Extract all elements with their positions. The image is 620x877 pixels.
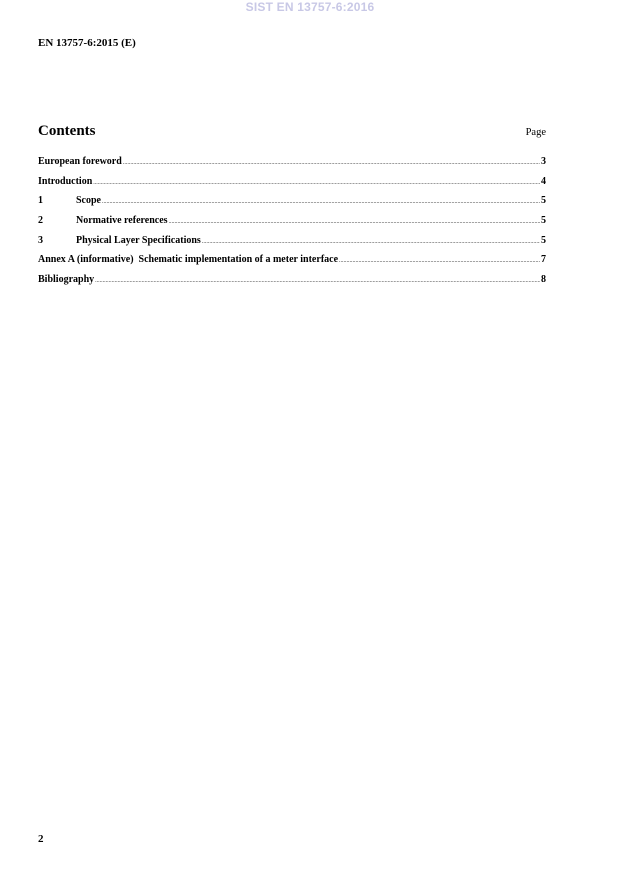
toc-entry-page: 5 — [541, 234, 546, 246]
toc-entry-page: 5 — [541, 195, 546, 207]
page-number: 2 — [38, 833, 44, 845]
toc-entry-european-foreword[interactable] — [38, 156, 546, 176]
toc-entry-title: Physical Layer Specifications — [76, 234, 201, 246]
toc-entry-page: 7 — [541, 254, 546, 266]
table-of-contents — [38, 156, 546, 294]
toc-entry-physical-layer-specifications[interactable] — [38, 235, 546, 255]
toc-entry-number: 3 — [38, 234, 43, 246]
toc-entry-title: Bibliography — [38, 274, 95, 286]
dot-leader — [339, 258, 540, 264]
toc-entry-bibliography[interactable] — [38, 274, 546, 294]
toc-entry-page: 3 — [541, 156, 546, 167]
watermark: SIST EN 13757-6:2016 — [245, 0, 375, 14]
dot-leader — [95, 278, 540, 284]
toc-entry-scope[interactable] — [38, 195, 546, 215]
toc-entry-number: 1 — [38, 195, 43, 207]
toc-entry-title: European foreword — [38, 156, 122, 167]
toc-entry-title: Annex A (informative) Schematic implementation of a meter interface — [38, 254, 339, 266]
toc-entry-title: Scope — [76, 195, 101, 207]
toc-entry-normative-references[interactable] — [38, 215, 546, 235]
toc-entry-introduction[interactable] — [38, 176, 546, 196]
toc-entry-page: 8 — [541, 274, 546, 286]
page-column-heading: Page — [525, 127, 546, 138]
dot-leader — [93, 180, 540, 186]
dot-leader — [169, 219, 540, 225]
toc-entry-title: Normative references — [76, 215, 168, 227]
document-id: EN 13757-6:2015 (E) — [38, 37, 136, 49]
toc-entry-annex-a[interactable] — [38, 254, 546, 274]
dot-leader — [102, 199, 540, 205]
dot-leader — [202, 239, 540, 245]
toc-entry-number: 2 — [38, 215, 43, 227]
toc-entry-page: 5 — [541, 215, 546, 227]
dot-leader — [123, 160, 540, 166]
toc-entry-title: Introduction — [38, 175, 93, 187]
toc-entry-page: 4 — [541, 175, 546, 187]
contents-title: Contents — [38, 123, 96, 139]
